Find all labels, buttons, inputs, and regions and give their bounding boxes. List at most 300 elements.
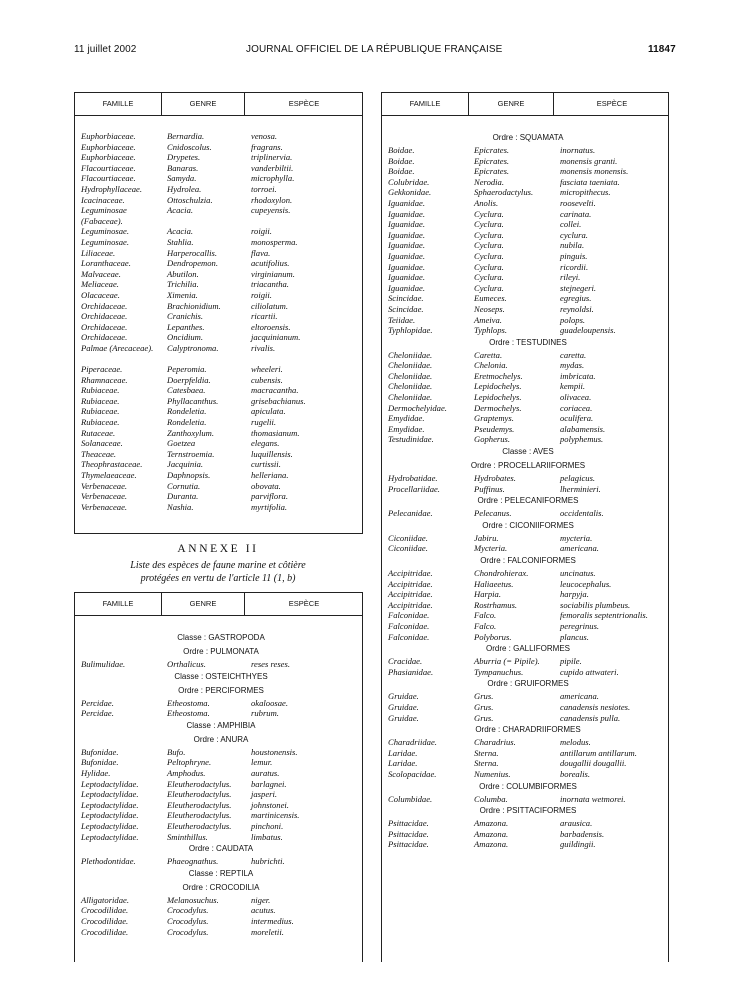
table-row [81,152,361,163]
table-row [388,360,668,371]
cell-famille: Orchidaceae. [81,321,128,332]
cell-genre: Cornutia. [167,480,201,491]
cell-espece: leucocephalus. [560,578,612,589]
cell-espece: olivacea. [560,392,592,403]
cell-genre: Rondeletia. [167,406,207,417]
cell-genre: Eleutherodactylus. [167,778,232,789]
cell-famille: Laridae. [388,747,418,758]
cell-espece: stejnegeri. [560,282,597,293]
cell-espece: rugelii. [251,417,277,428]
table-row [81,459,361,470]
marine-fauna-table-1-body [81,631,361,937]
cell-famille: Testudinidae. [388,434,434,445]
cell-famille: Falconidae. [388,610,430,621]
cell-espece: okaloosae. [251,697,288,708]
table-row [81,322,361,333]
cell-espece: moreletii. [251,926,284,937]
cell-famille: Procellariidae. [388,483,440,494]
cell-famille: Emydidae. [388,423,425,434]
cell-espece: intermedius. [251,915,294,926]
cell-genre: Bernardia. [167,131,205,141]
cell-espece: cupido attwateri. [560,666,619,677]
plant-table-body [81,131,361,512]
cell-espece: collei. [560,219,582,230]
cell-famille: Accipitridae. [388,568,433,578]
cell-famille: Laridae. [388,758,418,769]
cell-genre: Grus. [474,712,494,723]
cell-famille: Falconidae. [388,631,430,642]
cell-espece: arausica. [560,818,593,829]
cell-espece: imbricata. [560,370,596,381]
cell-espece: sociabilis plumbeus. [560,599,631,610]
cell-genre: Mycteria. [474,543,508,554]
cell-genre: Acacia. [167,205,194,216]
cell-espece: carinata. [560,208,592,219]
cell-espece: ricartii. [251,311,278,322]
cell-espece: mydas. [560,360,585,371]
cell-espece: occidentalis. [560,508,604,519]
cell-espece: obovata. [251,480,281,491]
cell-espece: flava. [251,247,271,258]
cell-genre: Chondrohierax. [474,568,529,578]
table-row [388,713,668,724]
table-row [81,428,361,439]
table-row [388,156,668,167]
table-row [81,916,361,927]
cell-espece: acutus. [251,905,276,916]
cell-espece: vanderbiltii. [251,162,294,173]
cell-famille: Rubiaceae. [81,395,120,406]
cell-espece: luquillensis. [251,448,293,459]
cell-genre: Lepidochelys. [474,381,522,392]
cell-espece: oculifera. [560,413,594,424]
cell-genre: Nashia. [167,501,194,512]
cell-famille: Orchidaceae. [81,332,128,343]
cell-famille: Iguanidae. [388,272,425,283]
cell-espece: caretta. [560,349,587,360]
cell-genre: Columba. [474,793,508,804]
cell-genre: Abutilon. [167,268,199,279]
cell-genre: Graptemys. [474,413,514,424]
col-divider [161,593,162,615]
section-heading: Ordre : PSITTACIFORMES [479,806,577,816]
cell-espece: femoralis septentrionalis. [560,610,648,621]
cell-genre: Goetzea [167,438,196,449]
table-row [81,311,361,322]
cell-genre: Crocodylus. [167,915,209,926]
cell-espece: rubrum. [251,708,279,719]
cell-espece: fragrans. [251,141,283,152]
cell-genre: Caretta. [474,349,503,360]
cell-famille: Meliaceae. [81,279,119,290]
table-row [388,219,668,230]
cell-genre: Hydrolea. [167,183,202,194]
section-heading: Classe : AMPHIBIA [186,720,256,730]
cell-espece: parviflora. [251,491,289,502]
cell-espece: rhodoxylon. [251,194,293,205]
cell-espece: hubrichti. [251,856,285,867]
cell-genre: Sminthillus. [167,831,208,842]
cell-genre: Pseudemys. [474,423,515,434]
cell-genre: Peltophryne. [167,757,212,768]
cell-genre: Eleutherodactylus. [167,820,232,831]
table-row [388,177,668,188]
cell-famille: Crocodilidae. [81,926,129,937]
cell-famille: Hylidae. [81,767,111,778]
table-row [388,198,668,209]
cell-espece: myrtifolia. [251,501,288,512]
cell-famille: Teiidae. [388,314,416,325]
cell-genre: Calyptronoma. [167,342,219,353]
table-row [388,589,668,600]
table-row [81,470,361,481]
cell-famille: Cheloniidae. [388,349,433,360]
cell-genre: Melanosuchus. [167,894,219,905]
cell-genre: Neoseps. [474,303,505,314]
cell-genre: Cyclura. [474,219,504,230]
cell-espece: egregius. [560,293,592,304]
section-heading: Ordre : PROCELLARIIFORMES [470,461,586,471]
cell-genre: Chelonia. [474,360,508,371]
cell-famille: Iguanidae. [388,250,425,261]
cell-espece: roosevelti. [560,197,596,208]
cell-espece: inornatus. [560,145,596,155]
table-row [388,262,668,273]
table-row [388,702,668,713]
cell-espece: fasciata taeniata. [560,176,620,187]
section-heading: Ordre : PELECANIFORMES [477,496,579,506]
cell-genre: Epicrates. [474,155,510,166]
table-row [388,610,668,621]
cell-famille: Scincidae. [388,303,424,314]
cell-famille: Iguanidae. [388,197,425,208]
cell-espece: barlagnei. [251,778,287,789]
cell-famille: Iguanidae. [388,208,425,219]
cell-genre: Rondeletia. [167,417,207,428]
table-row [388,166,668,177]
cell-genre: Eleutherodactylus. [167,799,232,810]
cell-genre: Sterna. [474,758,499,769]
col-divider [161,93,162,115]
table-row [81,895,361,906]
cell-espece: rileyi. [560,272,581,283]
cell-espece: peregrinus. [560,620,600,631]
cell-famille: Verbenaceae. [81,491,128,502]
cell-famille: Malvaceae. [81,268,121,279]
section-heading: Classe : AVES [502,447,554,457]
cell-genre: Rostrhamus. [474,599,518,610]
cell-espece: triacantha. [251,279,289,290]
col-genre: GENRE [189,599,217,608]
table-row [81,789,361,800]
cell-espece: nubila. [560,240,585,251]
cell-famille: Piperaceae. [81,364,123,375]
table-row [388,230,668,241]
table-row [388,371,668,382]
annex-subtitle: Liste des espèces de faune marine et côtière protégées en vertu de l'article 11 (1, b) [130,560,306,584]
cell-famille: Accipitridae. [388,589,433,600]
section-heading: Classe : OSTEICHTHYES [174,671,268,681]
table-row [81,184,361,195]
table-row [388,381,668,392]
cell-famille: Crocodilidae. [81,905,129,916]
cell-famille: Iguanidae. [388,282,425,293]
plant-table-header [75,93,362,116]
cell-espece: wheeleri. [251,364,283,375]
table-row [388,272,668,283]
table-row [388,187,668,198]
table-row [81,343,361,364]
cell-genre: Cyclura. [474,250,504,261]
table-row [81,195,361,206]
cell-espece: roigii. [251,289,272,300]
cell-genre: Amphodus. [167,767,206,778]
table-row [388,656,668,667]
cell-genre: Cyclura. [474,282,504,293]
cell-genre: Etheostoma. [167,708,210,719]
marine-fauna-table-2 [381,92,669,962]
cell-genre: Nerodia. [474,176,504,187]
cell-famille: Iguanidae. [388,240,425,251]
col-famille: FAMILLE [102,599,134,608]
marine-fauna-table-1-header [75,593,362,616]
cell-famille: Leptodactylidae. [81,778,139,789]
cell-famille: Boidae. [388,155,415,166]
cell-famille: Iguanidae. [388,229,425,240]
cell-genre: Etheostoma. [167,697,210,708]
cell-genre: Banaras. [167,162,199,173]
cell-famille: Leguminosae (Fabaceae). [81,205,127,226]
cell-genre: Dermochelys. [474,402,522,413]
cell-famille: Charadriidae. [388,737,437,748]
col-divider [244,93,245,115]
table-row [81,905,361,916]
cell-espece: grisebachianus. [251,395,306,406]
table-row [388,758,668,769]
cell-famille: Solanaceae. [81,438,123,449]
cell-espece: roigii. [251,226,272,237]
cell-famille: Rubiaceae. [81,385,120,396]
cell-espece: guadeloupensis. [560,325,616,336]
cell-espece: alabamensis. [560,423,606,434]
cell-famille: Gruidae. [388,701,419,712]
cell-famille: Gruidae. [388,691,419,702]
cell-espece: monosperma. [251,236,298,247]
cell-genre: Crocodylus. [167,926,209,937]
cell-genre: Anolis. [474,197,499,208]
cell-espece: houstonensis. [251,746,298,757]
cell-genre: Grus. [474,691,494,702]
col-divider [553,93,554,115]
cell-espece: helleriana. [251,470,289,480]
table-row [81,375,361,386]
cell-genre: Cyclura. [474,229,504,240]
table-row [81,821,361,832]
table-row [388,392,668,403]
cell-famille: Columbidae. [388,793,433,804]
cell-espece: cyclura. [560,229,588,240]
section-heading: Ordre : ANURA [193,734,249,744]
cell-espece: canadensis pulla. [560,712,621,723]
table-row [388,325,668,336]
table-row [81,237,361,248]
cell-genre: Zanthoxylum. [167,427,215,438]
table-row [388,621,668,632]
table-row [388,794,668,805]
cell-famille: Theophrastaceae. [81,459,143,470]
cell-famille: Psittacidae. [388,828,429,839]
cell-espece: curtissii. [251,459,281,470]
section-heading: Classe : REPTILA [188,868,254,878]
table-row [81,301,361,312]
cell-famille: Liliaceae. [81,247,116,258]
journal-title: JOURNAL OFFICIEL DE LA RÉPUBLIQUE FRANÇAISE [246,44,503,55]
table-row [81,142,361,153]
cell-espece: reynoldsi. [560,303,594,314]
table-row [388,508,668,519]
cell-genre: Sterna. [474,747,499,758]
cell-espece: americana. [560,543,599,554]
cell-genre: Ternstroemia. [167,448,215,459]
cell-famille: Leguminosae. [81,236,129,247]
cell-espece: lemur. [251,757,273,768]
table-row [81,406,361,417]
table-row [81,173,361,184]
cell-famille: Phasianidae. [388,666,434,677]
cell-famille: Crocodilidae. [81,915,129,926]
cell-genre: Epicrates. [474,145,510,155]
table-row [81,856,361,867]
table-row [388,579,668,590]
cell-espece: jacquinianum. [251,332,301,343]
cell-famille: Leptodactylidae. [81,789,139,800]
cell-genre: Cnidoscolus. [167,141,212,152]
cell-espece: acutifolius. [251,258,290,269]
cell-espece: cupeyensis. [251,205,291,216]
cell-famille: Flacourtiaceae. [81,173,136,184]
cell-espece: coriacea. [560,402,593,413]
table-row [388,434,668,445]
cell-genre: Cyclura. [474,240,504,251]
annex-title: ANNEXE II [177,543,259,555]
section-heading: Ordre : PERCIFORMES [178,685,264,695]
table-row [81,290,361,301]
table-row [81,698,361,709]
col-espece: ESPÈCE [288,99,320,108]
cell-genre: Harperocallis. [167,247,218,258]
cell-famille: Cheloniidae. [388,381,433,392]
page-date: 11 juillet 2002 [74,44,137,55]
plant-table [74,92,363,534]
cell-genre: Drypetes. [167,152,201,163]
cell-famille: Flacourtiaceae. [81,162,136,173]
cell-genre: Doerpfeldia. [167,374,211,385]
table-row [81,832,361,843]
cell-famille: Rutaceae. [81,427,116,438]
cell-famille: Icacinaceae. [81,194,125,205]
table-row [388,240,668,251]
table-row [388,829,668,840]
cell-famille: Thymelaeaceae. [81,470,137,480]
cell-famille: Olacaceae. [81,289,120,300]
cell-famille: Palmae (Arecaceae). [81,342,154,353]
cell-famille: Plethodontidae. [81,856,136,867]
cell-genre: Haliaeetus. [474,578,514,589]
cell-famille: Gruidae. [388,712,419,723]
cell-espece: monensis granti. [560,155,618,166]
table-row [81,491,361,502]
cell-genre: Ameiva. [474,314,502,325]
cell-famille: Alligatoridae. [81,894,129,905]
table-row [81,385,361,396]
table-row [81,131,361,142]
table-row [388,350,668,361]
cell-famille: Colubridae. [388,176,430,187]
cell-famille: Leptodactylidae. [81,820,139,831]
cell-genre: Bufo. [167,746,186,757]
col-famille: FAMILLE [409,99,441,108]
table-row [81,449,361,460]
cell-genre: Cyclura. [474,261,504,272]
table-row [388,251,668,262]
col-genre: GENRE [189,99,217,108]
cell-genre: Phaeognathus. [167,856,219,867]
cell-famille: Psittacidae. [388,818,429,829]
cell-genre: Lepanthes. [167,321,205,332]
cell-genre: Daphnopsis. [167,470,211,480]
section-heading: Ordre : GRUIFORMES [487,679,569,689]
table-row [81,747,361,758]
cell-genre: Trichilia. [167,279,199,290]
cell-genre: Samyda. [167,173,197,184]
cell-espece: auratus. [251,767,280,778]
table-row [81,779,361,790]
cell-famille: Cheloniidae. [388,360,433,371]
cell-genre: Eretmochelys. [474,370,523,381]
table-row [388,748,668,759]
cell-espece: reses reses. [251,659,290,669]
cell-famille: Rubiaceae. [81,417,120,428]
cell-famille: Rhamnaceae. [81,374,128,385]
cell-famille: Euphorbiaceae. [81,141,136,152]
cell-genre: Eleutherodactylus. [167,789,232,800]
cell-genre: Typhlops. [474,325,508,336]
table-row [388,424,668,435]
cell-espece: harpyja. [560,589,589,600]
cell-genre: Cranichis. [167,311,204,322]
cell-famille: Ciconiidae. [388,532,428,543]
cell-genre: Ximenia. [167,289,198,300]
cell-espece: kempii. [560,381,586,392]
col-divider [244,593,245,615]
section-heading: Ordre : PULMONATA [183,647,259,656]
cell-espece: pipile. [560,656,582,667]
cell-famille: Falconidae. [388,620,430,631]
cell-espece: lherminieri. [560,483,601,494]
cell-famille: Psittacidae. [388,839,429,850]
cell-famille: Cracidae. [388,656,423,667]
table-row [81,800,361,811]
cell-famille: Rubiaceae. [81,406,120,417]
section-heading: Ordre : CHARADRIIFORMES [475,725,581,735]
cell-famille: Ciconiidae. [388,543,428,554]
table-row [81,364,361,375]
table-row [388,769,668,780]
cell-genre: Falco. [474,610,497,621]
cell-famille: Bulimulidae. [81,659,126,669]
cell-espece: melodus. [560,737,591,748]
cell-espece: triplinervia. [251,152,293,163]
